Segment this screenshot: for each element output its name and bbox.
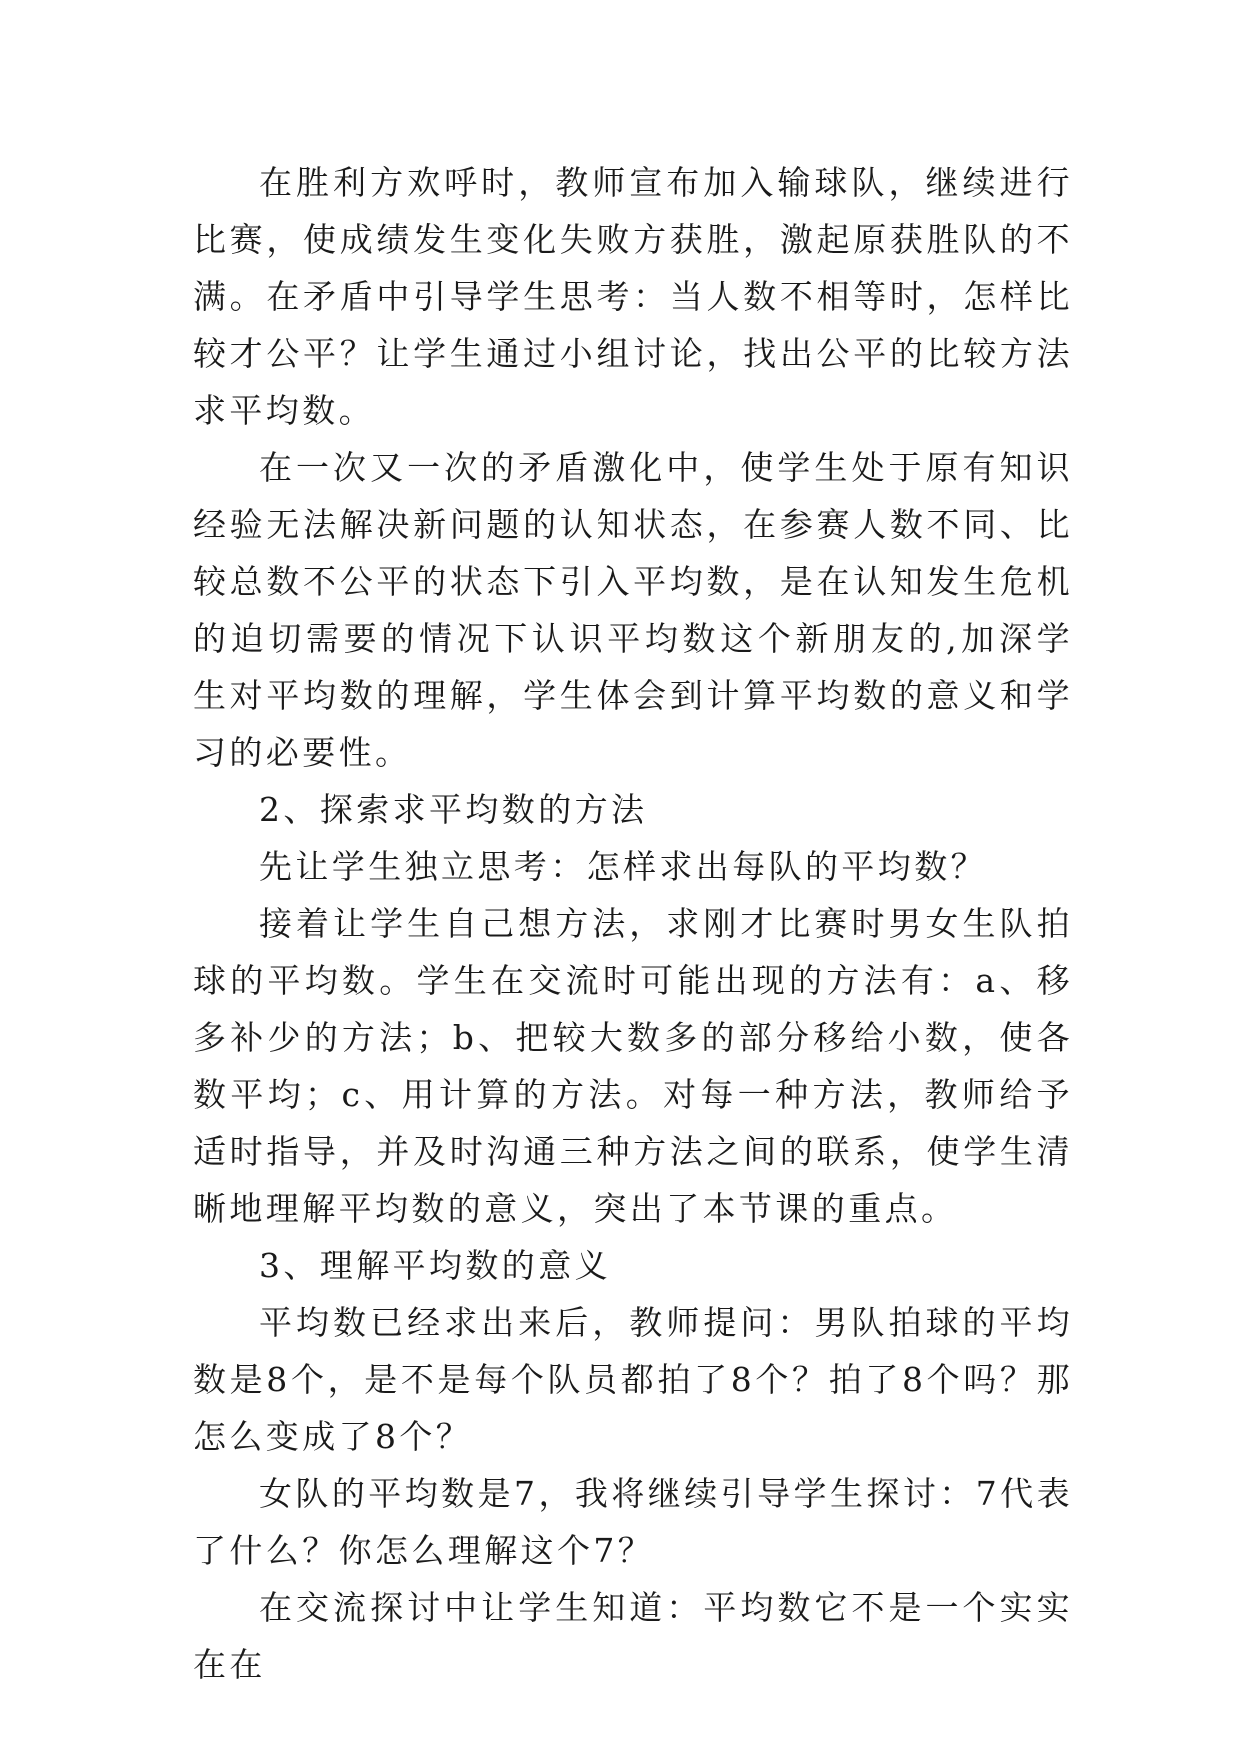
paragraph-6: 女队的平均数是7，我将继续引导学生探讨：7代表了什么？你怎么理解这个7？ [193, 1474, 1073, 1570]
paragraph-7: 在交流探讨中让学生知道：平均数它不是一个实实在在 [193, 1588, 1073, 1684]
paragraph-1: 在胜利方欢呼时，教师宣布加入输球队，继续进行比赛，使成绩发生变化失败方获胜，激起原获胜队的不满。在矛盾中引导学生思考：当人数不相等时，怎样比较才公平？让学生通过小组讨论，找出公平的比较方法求平均数。 [193, 163, 1073, 430]
document-body [193, 154, 1073, 1693]
paragraph-3: 先让学生独立思考：怎样求出每队的平均数？ [259, 847, 987, 886]
section-heading-2: 2、探索求平均数的方法 [259, 790, 648, 829]
section-heading-3: 3、理解平均数的意义 [259, 1246, 611, 1285]
paragraph-2: 在一次又一次的矛盾激化中，使学生处于原有知识经验无法解决新问题的认知状态，在参赛人数不同、比较总数不公平的状态下引入平均数，是在认知发生危机的迫切需要的情况下认识平均数这个新朋友的,加深学生对平均数的理解，学生体会到计算平均数的意义和学习的必要性。 [193, 448, 1073, 772]
paragraph-4: 接着让学生自己想方法，求刚才比赛时男女生队拍球的平均数。学生在交流时可能出现的方法有：a、移多补少的方法；b、把较大数多的部分移给小数，使各数平均；c、用计算的方法。对每一种方法，教师给予适时指导，并及时沟通三种方法之间的联系，使学生清晰地理解平均数的意义，突出了本节课的重点。 [193, 904, 1073, 1228]
paragraph-5: 平均数已经求出来后，教师提问：男队拍球的平均数是8个，是不是每个队员都拍了8个？拍了8个吗？那怎么变成了8个？ [193, 1303, 1073, 1456]
